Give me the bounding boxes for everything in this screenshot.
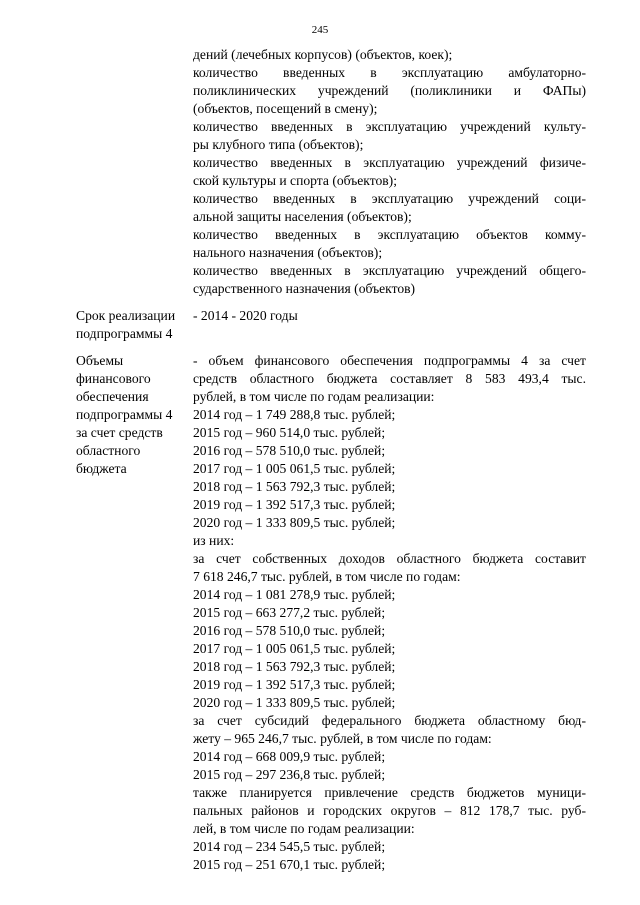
year-amount-line: 2019 год – 1 392 517,3 тыс. рублей; <box>193 497 396 512</box>
text-line: за счет собственных доходов областного бюджета составит <box>193 551 586 566</box>
funding-label-line: за счет средств <box>76 425 163 440</box>
year-amount-line: 2014 год – 234 545,5 тыс. рублей; <box>193 839 386 854</box>
year-amount-line: 2015 год – 251 670,1 тыс. рублей; <box>193 857 386 872</box>
text-line: - объем финансового обеспечения подпрограммы 4 за счет <box>193 353 586 368</box>
year-amount-line: 2018 год – 1 563 792,3 тыс. рублей; <box>193 479 396 494</box>
year-amount-line: 2015 год – 297 236,8 тыс. рублей; <box>193 767 386 782</box>
page-number: 245 <box>311 24 329 36</box>
text-line: ры клубного типа (объектов); <box>193 137 364 152</box>
term-value: - 2014 - 2020 годы <box>193 308 298 323</box>
year-amount-line: 2020 год – 1 333 809,5 тыс. рублей; <box>193 515 396 530</box>
text-line: количество введенных в эксплуатацию учреждений общего- <box>193 263 586 278</box>
text-line: лей, в том числе по годам реализации: <box>193 821 415 836</box>
text-line: дений (лечебных корпусов) (объектов, коек); <box>193 47 453 62</box>
year-amount-line: 2017 год – 1 005 061,5 тыс. рублей; <box>193 641 396 656</box>
text-line: рублей, в том числе по годам реализации: <box>193 389 435 404</box>
year-amount-line: 2014 год – 668 009,9 тыс. рублей; <box>193 749 386 764</box>
year-amount-line: 2018 год – 1 563 792,3 тыс. рублей; <box>193 659 396 674</box>
text-line: за счет субсидий федерального бюджета областному бюд- <box>193 713 586 728</box>
text-line: альной защиты населения (объектов); <box>193 209 412 224</box>
text-line: сударственного назначения (объектов) <box>193 281 416 296</box>
funding-label-line: подпрограммы 4 <box>76 407 173 422</box>
text-line: (объектов, посещений в смену); <box>193 101 378 116</box>
year-amount-line: 2015 год – 960 514,0 тыс. рублей; <box>193 425 386 440</box>
text-line: из них: <box>193 533 235 548</box>
year-amount-line: 2019 год – 1 392 517,3 тыс. рублей; <box>193 677 396 692</box>
text-line: жету – 965 246,7 тыс. рублей, в том числе по годам: <box>193 731 492 746</box>
year-amount-line: 2014 год – 1 749 288,8 тыс. рублей; <box>193 407 396 422</box>
year-amount-line: 2015 год – 663 277,2 тыс. рублей; <box>193 605 386 620</box>
term-label-line: Срок реализации <box>76 308 176 323</box>
year-amount-line: 2014 год – 1 081 278,9 тыс. рублей; <box>193 587 396 602</box>
funding-label-line: финансового <box>76 371 151 386</box>
text-line: нального назначения (объектов); <box>193 245 383 260</box>
text-line: ской культуры и спорта (объектов); <box>193 173 397 188</box>
funding-label-line: обеспечения <box>76 389 149 404</box>
funding-label-line: областного <box>76 443 141 458</box>
text-line: количество введенных в эксплуатацию учреждений культу- <box>193 119 586 134</box>
text-line: количество введенных в эксплуатацию амбулаторно- <box>193 65 586 80</box>
year-amount-line: 2016 год – 578 510,0 тыс. рублей; <box>193 623 386 638</box>
text-line: поликлинических учреждений (поликлиники и ФАПы) <box>193 83 586 98</box>
text-line: средств областного бюджета составляет 8 583 493,4 тыс. <box>193 371 586 386</box>
text-line: количество введенных в эксплуатацию учреждений физиче- <box>193 155 586 170</box>
text-line: пальных районов и городских округов – 812 178,7 тыс. руб- <box>193 803 586 818</box>
year-amount-line: 2016 год – 578 510,0 тыс. рублей; <box>193 443 386 458</box>
text-line: также планируется привлечение средств бюджетов муници- <box>193 785 586 800</box>
year-amount-line: 2020 год – 1 333 809,5 тыс. рублей; <box>193 695 396 710</box>
funding-label-line: бюджета <box>76 461 127 476</box>
year-amount-line: 2017 год – 1 005 061,5 тыс. рублей; <box>193 461 396 476</box>
text-line: количество введенных в эксплуатацию объектов комму- <box>193 227 586 242</box>
text-line: 7 618 246,7 тыс. рублей, в том числе по годам: <box>193 569 461 584</box>
term-label-line: подпрограммы 4 <box>76 326 173 341</box>
funding-label-line: Объемы <box>76 353 124 368</box>
text-line: количество введенных в эксплуатацию учреждений соци- <box>193 191 586 206</box>
